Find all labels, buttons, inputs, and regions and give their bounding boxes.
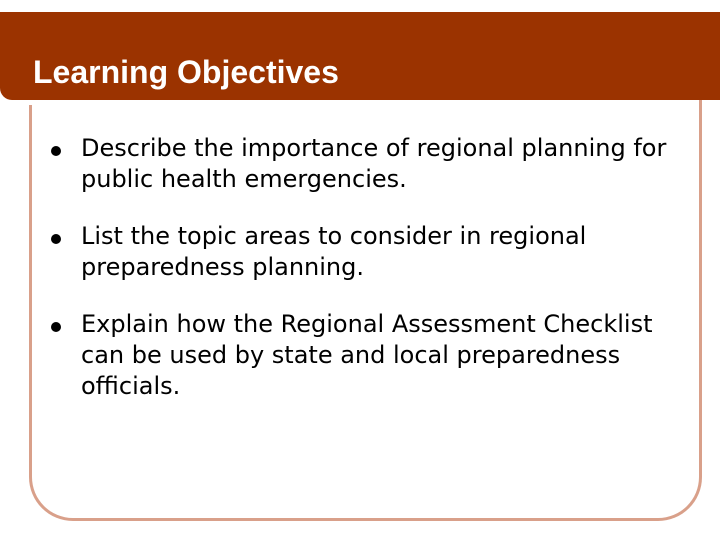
slide-title: Learning Objectives	[33, 54, 339, 90]
objective-text: Explain how the Regional Assessment Checklist can be used by state and local preparedness officials.	[81, 310, 653, 400]
bullet-dot-icon	[51, 322, 61, 332]
objective-item	[45, 133, 685, 195]
objectives-list	[45, 133, 685, 428]
title-underline	[0, 100, 652, 105]
objective-item	[45, 309, 685, 402]
objective-item	[45, 221, 685, 283]
objective-text: List the topic areas to consider in regional preparedness planning.	[81, 222, 587, 281]
title-bar	[0, 12, 720, 100]
objective-text: Describe the importance of regional planning for public health emergencies.	[81, 134, 667, 193]
bullet-dot-icon	[51, 146, 61, 156]
bullet-dot-icon	[51, 234, 61, 244]
